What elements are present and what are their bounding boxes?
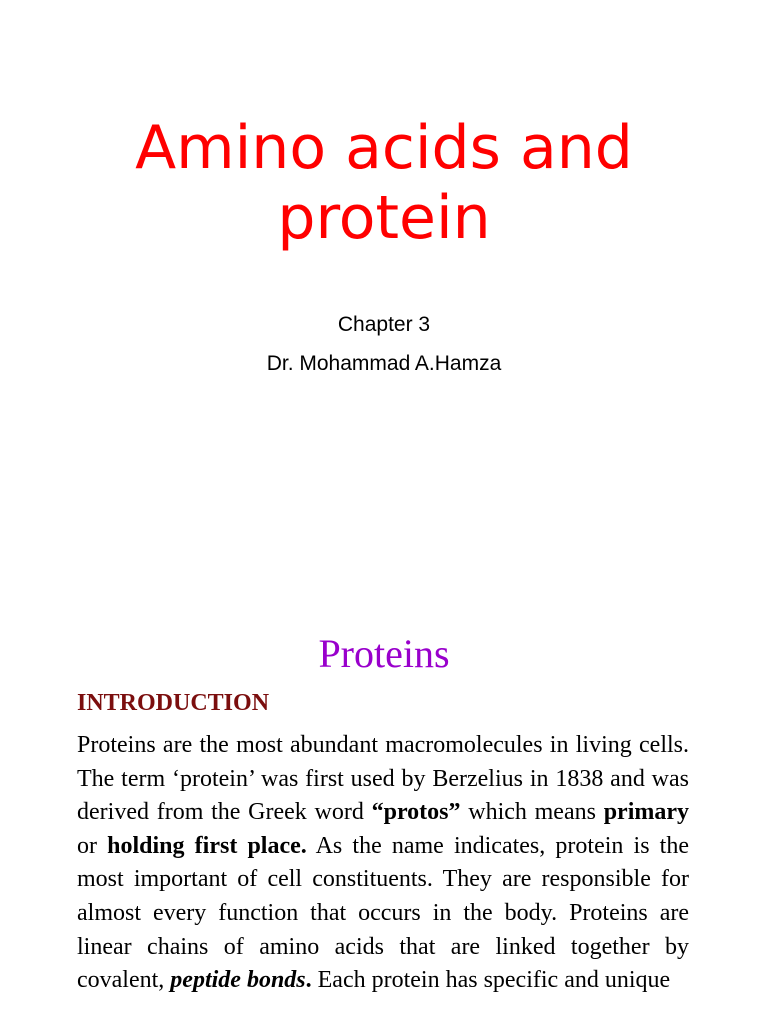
chapter-label: Chapter 3 bbox=[337, 313, 431, 336]
bold-term-primary: primary bbox=[603, 799, 689, 826]
title-line-1: Amino acids and bbox=[135, 113, 633, 183]
title-line-2: protein bbox=[277, 183, 491, 253]
text-run: Proteins are the most abundant macromolecules in living cells. The term ‘protein’ was first used by Berzelius in 1838 and was derived from the Greek word bbox=[77, 732, 689, 826]
text-run: which means bbox=[460, 799, 604, 826]
italic-term: peptide bonds bbox=[170, 967, 306, 994]
body-paragraph bbox=[77, 729, 689, 998]
bold-term-protos: “protos” bbox=[371, 799, 461, 826]
text-run: or bbox=[77, 832, 108, 859]
bold-term-holding-first-place: holding first place. bbox=[107, 832, 307, 859]
text-run: Each protein has specific and unique bbox=[311, 967, 671, 994]
proteins-slide bbox=[0, 576, 768, 1024]
bold-italic-term-peptide-bonds bbox=[170, 967, 305, 993]
section-label: INTRODUCTION bbox=[77, 690, 270, 716]
bold-period: . bbox=[305, 967, 312, 994]
author-name: Dr. Mohammad A.Hamza bbox=[266, 352, 502, 375]
slide-heading: Proteins bbox=[318, 631, 450, 676]
text-run: As the name indicates, protein is the most important of cell constituents. They are responsible for almost every function that occurs in the body. Proteins are linear chains of amino acids that are linked together by covalent, bbox=[77, 832, 689, 994]
slide-title bbox=[0, 113, 768, 253]
